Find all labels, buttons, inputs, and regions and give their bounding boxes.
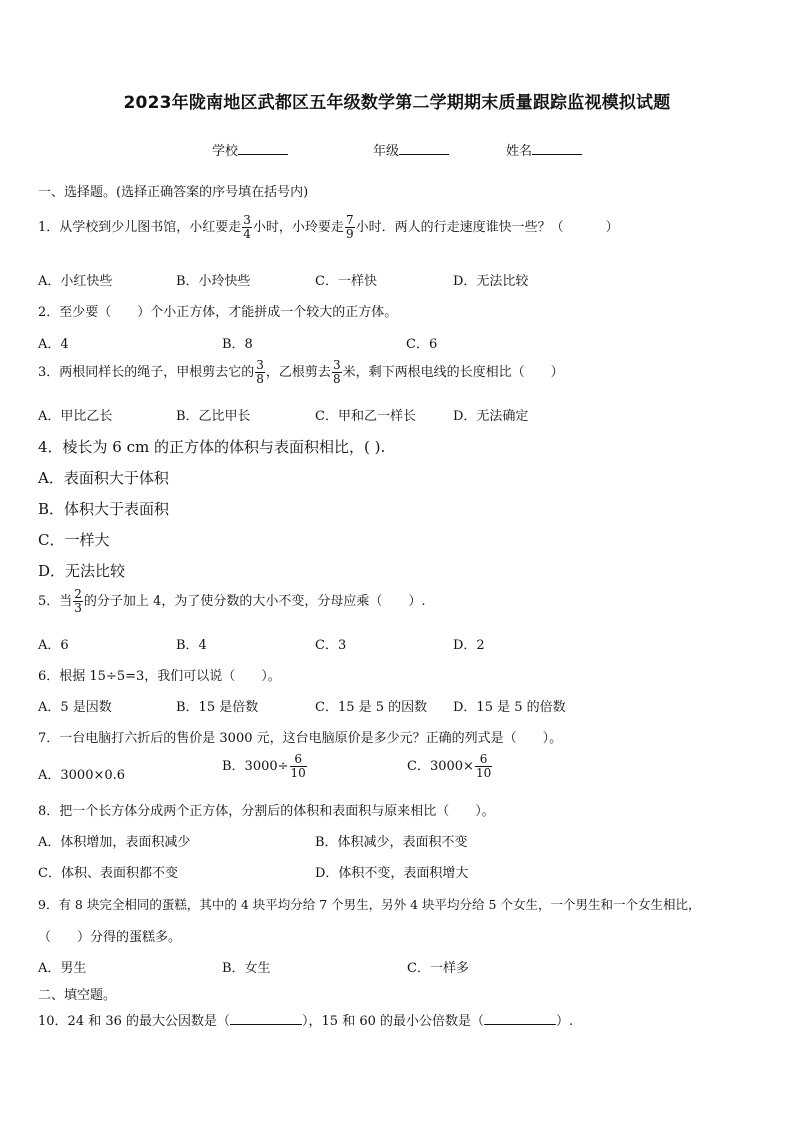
q3-text-d: ） [550,365,564,380]
q7-text-a: 7．一台电脑打六折后的售价是 3000 元，这台电脑原价是多少元？正确的列式是（ [38,731,517,746]
q6-text-a: 6．根据 15÷5=3，我们可以说（ [38,669,236,684]
page-title: 2023年陇南地区武都区五年级数学第二学期期末质量跟踪监视模拟试题 [123,93,671,113]
q3-option-a: A．甲比乙长 [38,409,113,424]
q9-option-b: B．女生 [222,961,271,976]
q3-text-b: ，乙根剪去 [265,365,331,380]
school-field [212,140,288,159]
q8-text-a: 8．把一个长方体分成两个正方体，分割后的体积和表面积与原来相比（ [38,804,450,819]
q1-option-b: B．小玲快些 [176,274,251,289]
q6-option-a: A．5 是因数 [38,700,112,715]
q6-option-c: C．15 是 5 的因数 [315,700,428,715]
question-9-line-2 [38,926,181,945]
q9-option-c: C．一样多 [407,961,469,976]
q1-text-c: 小时．两人的行走速度谁快一些？（ [355,220,564,235]
fraction-denominator: 4 [243,227,251,241]
q5-option-c: C．3 [315,638,347,653]
fraction [242,214,252,241]
q2-option-c: C．6 [406,337,438,352]
fraction-numerator: 7 [345,213,354,227]
fraction [475,753,492,780]
answer-blank [484,1024,556,1025]
question-10 [38,1010,573,1029]
q5-option-b: B．4 [176,638,207,653]
fraction-denominator: 10 [475,766,492,780]
q5-text-a: 5．当 [38,594,73,609]
fraction-numerator: 3 [243,213,251,227]
q1-text-a: 1．从学校到少儿图书馆，小红要走 [38,220,242,235]
question-1 [38,214,619,241]
q7-option-a: A．3000×0.6 [38,768,126,783]
q8-option-a: A．体积增加，表面积减少 [38,835,191,850]
q8-option-b: B．体积减少，表面积不变 [315,835,468,850]
q6-option-b: B．15 是倍数 [176,700,259,715]
q5-option-d: D．2 [453,638,485,653]
q5-option-a: A．6 [38,638,69,653]
q7-option-c-text: C．3000× [407,759,474,774]
q2-option-a: A．4 [38,337,69,352]
q3-option-b: B．乙比甲长 [176,409,251,424]
school-label: 学校 [212,144,239,159]
q10-text-c: ）. [556,1014,574,1029]
q1-text-d: ） [605,220,619,235]
question-7 [38,727,562,746]
q6-option-d: D．15 是 5 的倍数 [453,700,566,715]
fraction-denominator: 8 [256,372,264,386]
q1-option-a: A．小红快些 [38,274,113,289]
q3-option-c: C．甲和乙一样长 [315,409,416,424]
fraction-denominator: 8 [332,372,341,386]
q9-text-a: （ [38,930,52,945]
q4-option-c: C．一样大 [38,531,110,549]
name-field [506,140,582,159]
fraction [345,214,355,241]
q3-text-a: 3．两根同样长的绳子，甲根剪去它的 [38,365,255,380]
answer-blank [230,1024,302,1025]
question-6 [38,665,281,684]
q5-text-c: ）. [408,594,426,609]
grade-label: 年级 [373,144,400,159]
q5-text-b: 的分子加上 4，为了使分数的大小不变，分母应乘（ [83,594,383,609]
question-4: 4．棱长为 6 cm 的正方体的体积与表面积相比，( ). [38,438,386,456]
q1-option-d: D．无法比较 [453,274,529,289]
section-choice-heading: 一、选择题。(选择正确答案的序号填在括号内) [38,185,309,200]
q3-text-c: 米，剩下两根电线的长度相比（ [342,365,525,380]
section-fill-heading: 二、填空题。 [38,988,117,1003]
fraction [290,753,307,780]
name-label: 姓名 [506,144,533,159]
q4-option-a: A．表面积大于体积 [38,469,169,487]
fraction-numerator: 6 [290,753,307,767]
fraction-denominator: 10 [290,766,306,780]
q10-text-a: 10．24 和 36 的最大公因数是（ [38,1014,231,1029]
fraction-numerator: 3 [256,358,264,372]
fraction-numerator: 6 [475,753,492,767]
question-3 [38,359,564,386]
fraction-numerator: 3 [332,358,341,372]
q7-option-b-text: B．3000÷ [222,759,289,774]
q8-option-d: D．体积不变，表面积增大 [315,866,469,881]
q9-text-b: ）分得的蛋糕多。 [77,930,182,945]
q7-option-c [407,753,493,780]
q1-text-b: 小时，小玲要走 [252,220,344,235]
q8-text-b: ）。 [475,804,495,819]
fraction [332,359,342,386]
q1-option-c: C．一样快 [315,274,377,289]
question-8 [38,800,495,819]
q6-text-b: ）。 [261,669,281,684]
fraction-numerator: 2 [74,587,82,601]
fraction [73,588,83,615]
q4-option-d: D．无法比较 [38,562,126,580]
question-5 [38,588,425,615]
q4-option-b: B．体积大于表面积 [38,500,170,518]
fraction-denominator: 9 [345,227,354,241]
q2-option-b: B．8 [222,337,253,352]
name-blank [532,154,582,155]
school-blank [238,154,288,155]
q7-text-b: ）。 [542,731,563,746]
q10-text-b: ），15 和 60 的最小公倍数是（ [302,1014,485,1029]
fraction [255,359,265,386]
grade-blank [399,154,449,155]
question-2 [38,301,397,320]
grade-field [373,140,449,159]
q8-option-c: C．体积、表面积都不变 [38,866,178,881]
q3-option-d: D．无法确定 [453,409,529,424]
q2-text-a: 2．至少要（ [38,305,112,320]
q7-option-b [222,753,308,780]
question-9-line-1: 9．有 8 块完全相同的蛋糕，其中的 4 块平均分给 7 个男生，另外 4 块平均分给 5 个女生，一个男生和一个女生相比， [38,897,701,912]
fraction-denominator: 3 [74,601,82,615]
q2-text-b: ）个小正方体，才能拼成一个较大的正方体。 [137,305,398,320]
q9-option-a: A．男生 [38,961,87,976]
